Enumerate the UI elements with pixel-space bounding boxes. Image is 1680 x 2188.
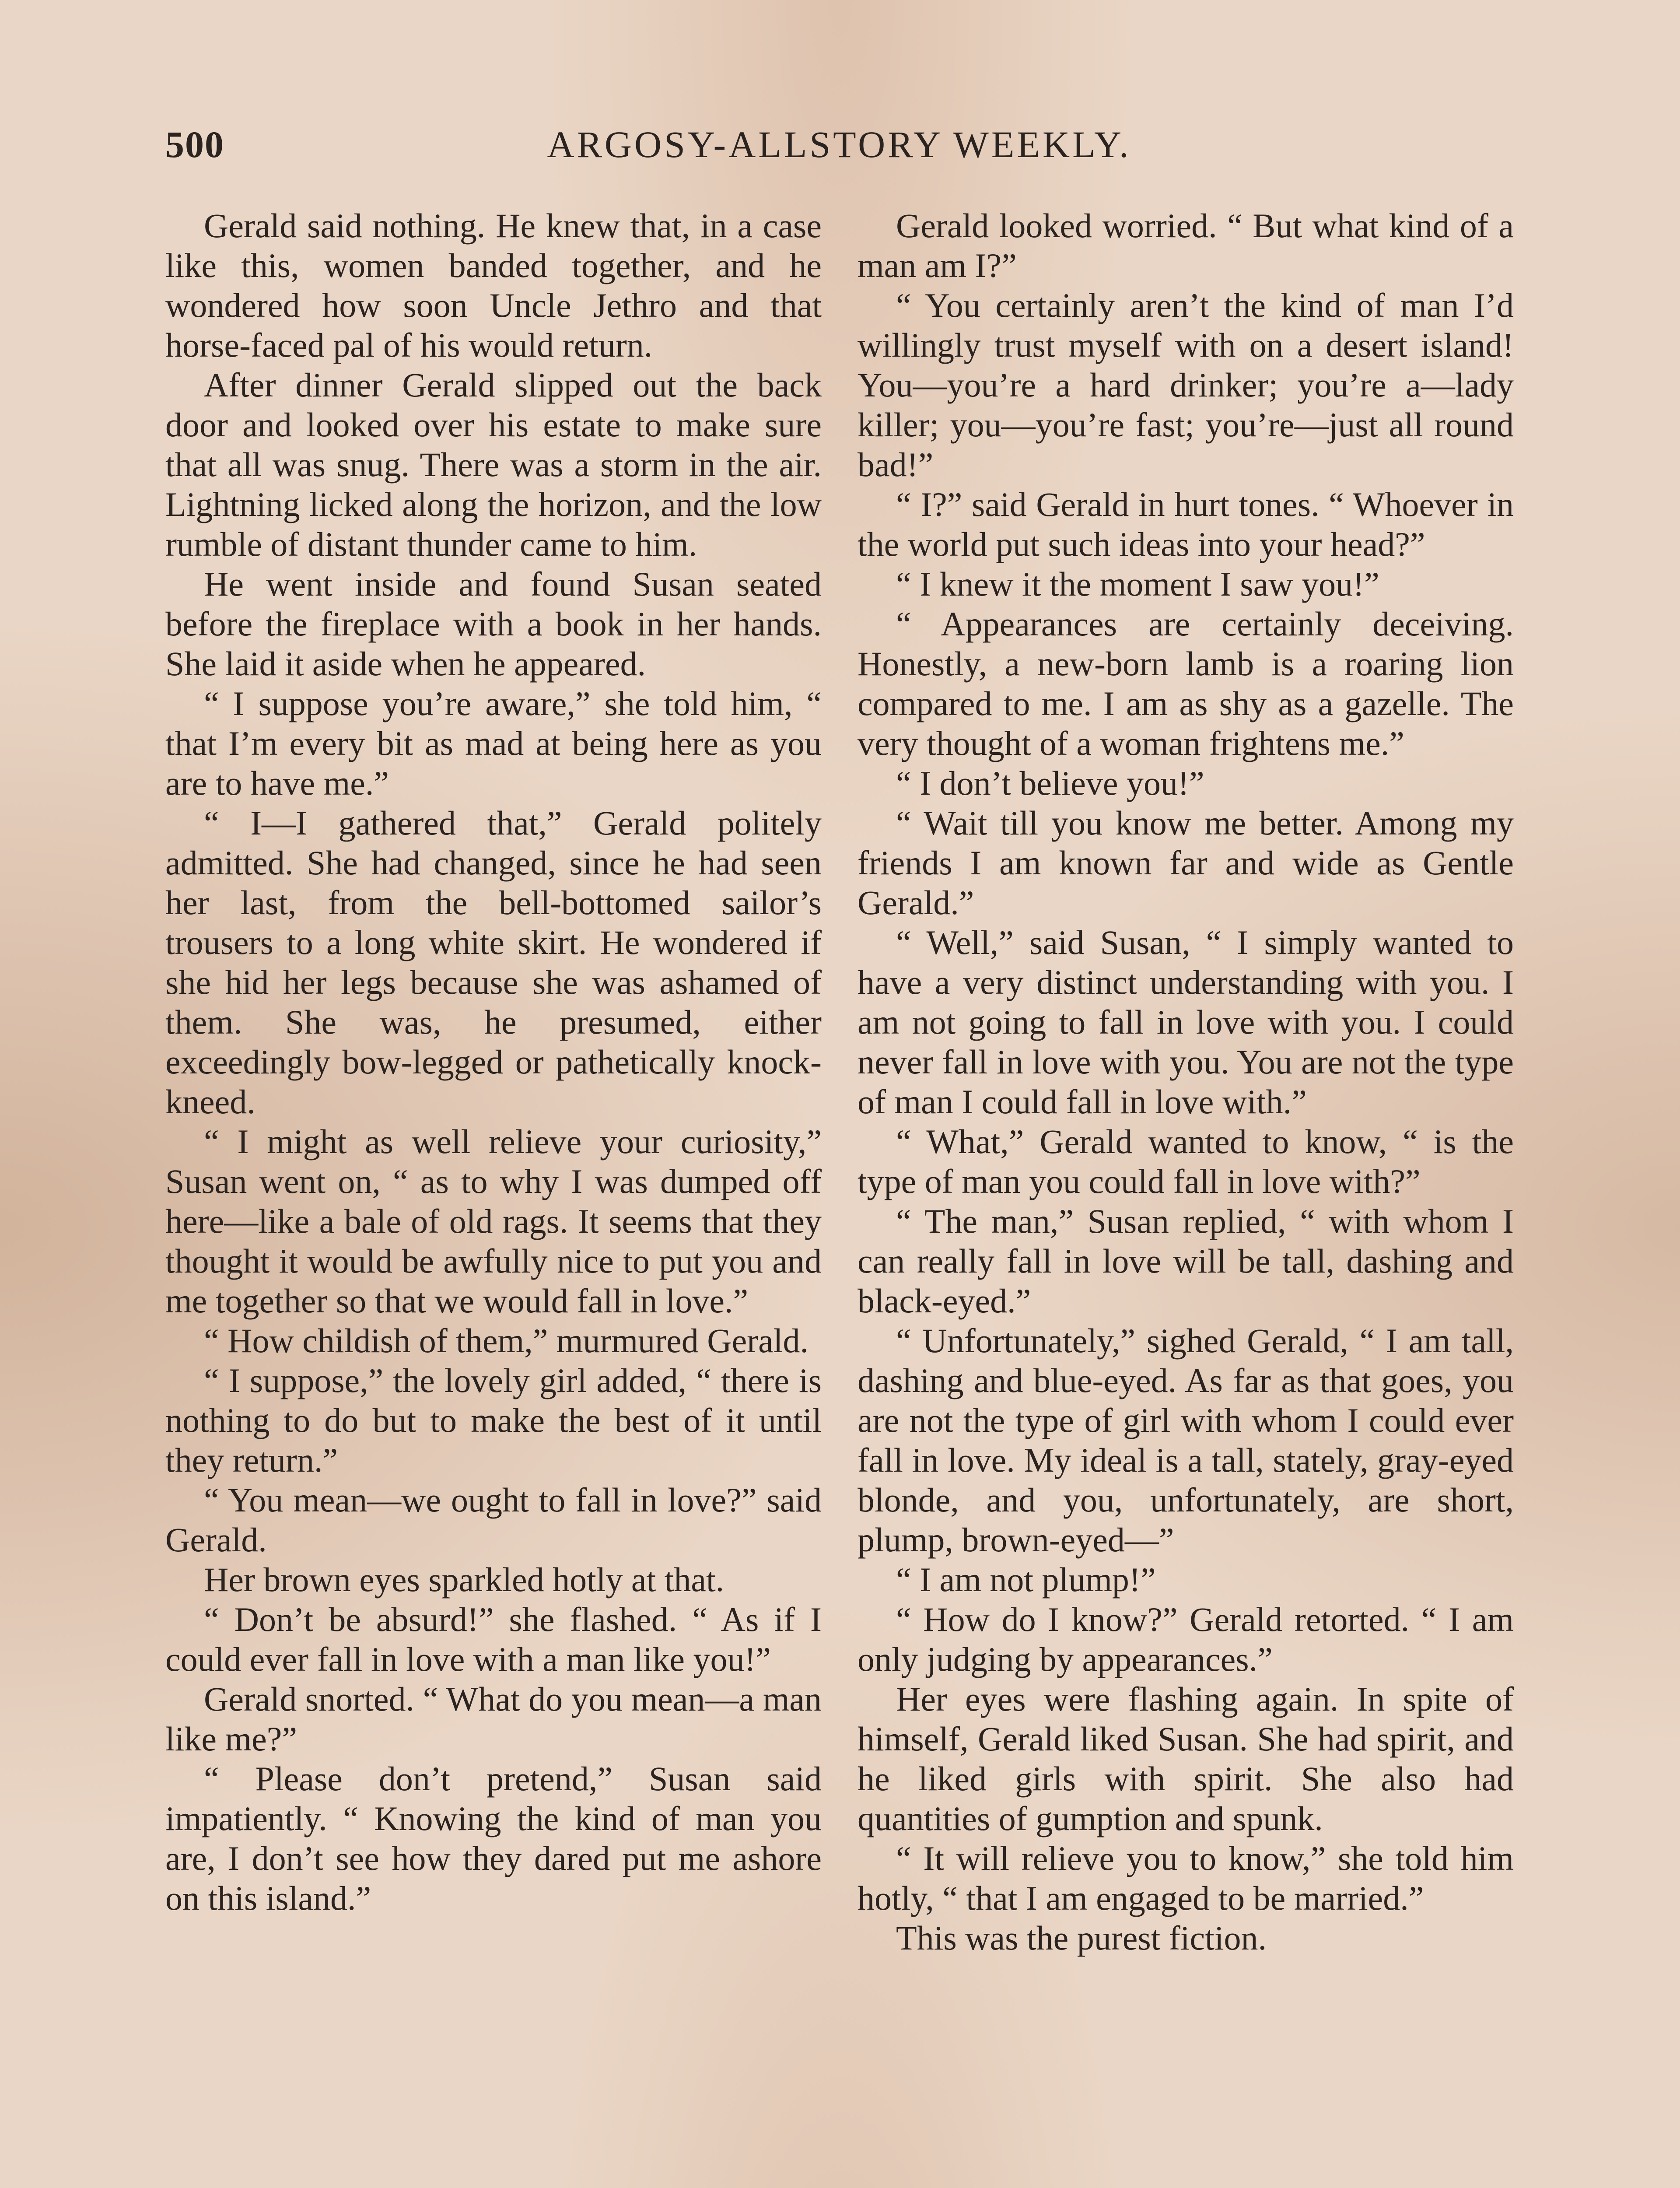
paragraph: “ Unfortunately,” sighed Gerald, “ I am tall, dashing and blue-eyed. As far as that goes, you are not the type of girl with whom I could ever fall in love. My ideal is a tall, stately, gray-eyed blonde, and you, unfortunately, are short, plump, brown-eyed—” [858,1322,1514,1559]
paragraph: “ What,” Gerald wanted to know, “ is the type of man you could fall in love with?” [858,1122,1514,1200]
paragraph: “ How childish of them,” murmured Gerald. [204,1322,808,1360]
paragraph: “ Well,” said Susan, “ I simply wanted to have a very distinct understanding with you. I am not going to fall in love with you. I could never fall in love with you. You are not the type of man I could fall in love with.” [858,923,1514,1121]
paragraph: Gerald said nothing. He knew that, in a case like this, women banded together, and he wondered how soon Uncle Jethro and that horse-faced pal of his would return. [165,207,822,364]
paragraph: “ I—I gathered that,” Gerald politely admitted. She had changed, since he had seen her last, from the bell-bottomed sailor’s trousers to a long white skirt. He wondered if she hid her legs because she was ashamed of them. She was, he presumed, either exceedingly bow-legged or pathetically knock-kneed. [165,804,822,1121]
page-number: 500 [165,123,224,165]
paragraph: Her brown eyes sparkled hotly at that. [204,1560,724,1599]
paragraph: After dinner Gerald slipped out the back door and looked over his estate to make sure that all was snug. There was a storm in the air. Lightning licked along the horizon, and the low rumble of distant thunder came to him. [165,366,822,563]
right-column [858,206,1514,1958]
left-column [165,206,822,1918]
paragraph: “ It will relieve you to know,” she told him hotly, “ that I am engaged to be married.” [858,1839,1514,1917]
paragraph: “ I knew it the moment I saw you!” [896,565,1379,603]
paragraph: “ Don’t be absurd!” she flashed. “ As if I could ever fall in love with a man like you!” [165,1600,822,1678]
paragraph: This was the purest fiction. [896,1919,1267,1957]
paragraph: Her eyes were flashing again. In spite of himself, Gerald liked Susan. She had spirit, and he liked girls with spirit. She also had quantities of gumption and spunk. [858,1680,1514,1837]
paragraph: He went inside and found Susan seated before the fireplace with a book in her hands. She laid it aside when he appeared. [165,565,822,683]
paragraph: “ Wait till you know me better. Among my friends I am known far and wide as Gentle Gerald.” [858,804,1514,922]
running-title: ARGOSY-ALLSTORY WEEKLY. [547,123,1131,165]
paragraph: “ I don’t believe you!” [896,764,1204,802]
paragraph: “ I suppose,” the lovely girl added, “ there is nothing to do but to make the best of it until they return.” [165,1361,822,1479]
paragraph: “ I am not plump!” [896,1560,1156,1599]
paragraph: Gerald snorted. “ What do you mean—a man like me?” [165,1680,822,1758]
paragraph: Gerald looked worried. “ But what kind of a man am I?” [858,207,1514,284]
page-header [165,123,1513,179]
paragraph: “ Please don’t pretend,” Susan said impatiently. “ Knowing the kind of man you are, I don’t see how they dared put me ashore on this island.” [165,1760,822,1917]
paragraph: “ How do I know?” Gerald retorted. “ I am only judging by appearances.” [858,1600,1514,1678]
paragraph: “ The man,” Susan replied, “ with whom I can really fall in love will be tall, dashing and black-eyed.” [858,1202,1514,1320]
paragraph: “ I suppose you’re aware,” she told him, “ that I’m every bit as mad at being here as you are to have me.” [165,684,822,802]
paragraph: “ Appearances are certainly deceiving. Honestly, a new-born lamb is a roaring lion compared to me. I am as shy as a gazelle. The very thought of a woman frightens me.” [858,605,1514,762]
paragraph: “ I?” said Gerald in hurt tones. “ Whoever in the world put such ideas into your head?” [858,485,1514,563]
paragraph: “ You certainly aren’t the kind of man I’d willingly trust myself with on a desert island! You—you’re a hard drinker; you’re a—lady killer; you—you’re fast; you’re—just all round bad!” [858,286,1514,484]
paragraph: “ You mean—we ought to fall in love?” said Gerald. [165,1481,822,1559]
paragraph: “ I might as well relieve your curiosity,” Susan went on, “ as to why I was dumped off here—like a bale of old rags. It seems that they thought it would be awfully nice to put you and me together so that we would fall in love.” [165,1122,822,1320]
